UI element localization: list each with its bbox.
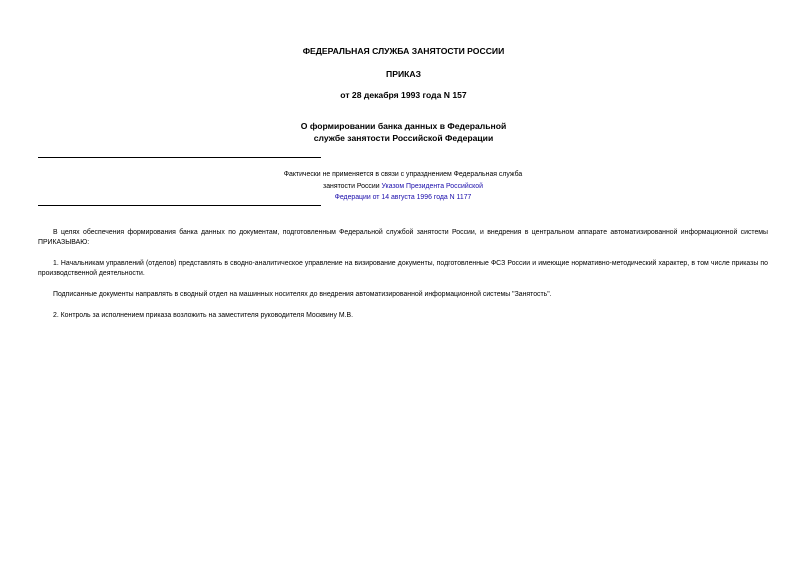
document-title: [0, 121, 807, 144]
paragraph-preamble: В целях обеспечения формирования банка данных по документам, подготовленным Федеральной службой занятости России, и внедрения в центральном аппарате автоматизированной информационной системы ПРИКАЗЫВАЮ:: [38, 229, 768, 246]
document-date-number: от 28 декабря 1993 года N 157: [340, 90, 467, 100]
status-note-text: занятости России: [323, 182, 382, 190]
document-title-line: службе занятости Российской Федерации: [313, 132, 494, 143]
status-note: [270, 169, 536, 204]
divider-bottom: [38, 205, 321, 206]
status-note-line: [270, 181, 536, 193]
document-title-line: О формировании банка данных в Федеральной: [300, 121, 507, 131]
status-note-line: Фактически не применяется в связи с упразднением Федеральная служба: [283, 171, 523, 178]
agency-name: ФЕДЕРАЛЬНАЯ СЛУЖБА ЗАНЯТОСТИ РОССИИ: [302, 46, 505, 56]
paragraph-item-1-continued: Подписанные документы направлять в сводный отдел на машинных носителях до внедрения автоматизированной информационной системы "Занятость".: [53, 291, 552, 298]
paragraph-item-1: 1. Начальникам управлений (отделов) представлять в сводно-аналитическое управление на визирование документы, подготовленные ФСЗ России и имеющие нормативно-методический характер, в том числе приказы по производственной деятельности.: [38, 260, 768, 277]
paragraph-item-2: 2. Контроль за исполнением приказа возложить на заместителя руководителя Москвину М.В.: [53, 312, 354, 319]
document-type: ПРИКАЗ: [386, 69, 421, 79]
divider-top: [38, 157, 321, 158]
decree-link-continuation[interactable]: Федерации от 14 августа 1996 года N 1177: [334, 194, 472, 201]
decree-link[interactable]: Указом Президента Российской: [381, 182, 483, 190]
